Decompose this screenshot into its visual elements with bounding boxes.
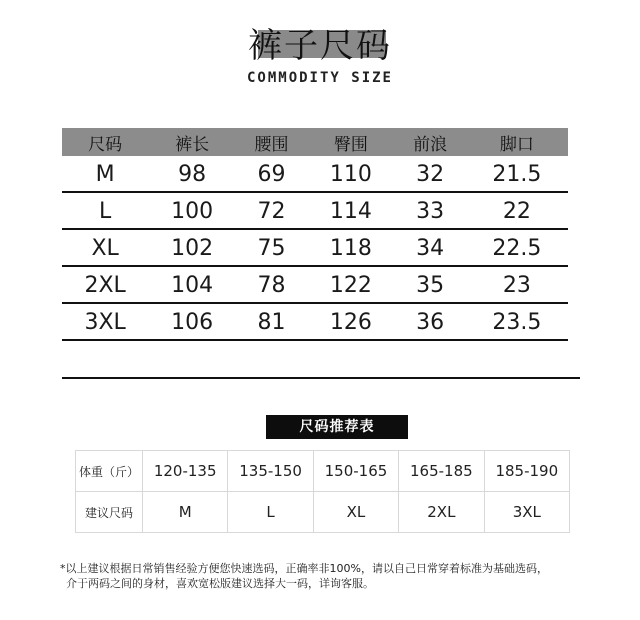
recommend-title: 尺码推荐表	[266, 415, 408, 439]
cell-hip: 118	[307, 229, 395, 266]
note-line-2: 介于两码之间的身材，喜欢宽松版建议选择大一码，详询客服。	[66, 577, 374, 590]
recommend-weight-row	[76, 451, 570, 492]
sizing-note	[60, 561, 600, 591]
page-title	[242, 18, 398, 67]
title-container	[0, 18, 640, 67]
recommended-size: 3XL	[484, 492, 569, 533]
cell-rise: 35	[395, 266, 466, 303]
cell-hip: 110	[307, 156, 395, 192]
cell-length: 100	[148, 192, 236, 229]
table-row	[62, 266, 568, 303]
recommend-size-row	[76, 492, 570, 533]
header-waist: 腰围	[236, 128, 307, 156]
cell-waist: 78	[236, 266, 307, 303]
cell-size: 3XL	[62, 303, 148, 340]
recommended-size: M	[143, 492, 228, 533]
header-length: 裤长	[148, 128, 236, 156]
weight-label: 体重（斤）	[76, 451, 143, 492]
cell-size: L	[62, 192, 148, 229]
header-size: 尺码	[62, 128, 148, 156]
cell-leg-opening: 21.5	[466, 156, 568, 192]
cell-waist: 81	[236, 303, 307, 340]
recommended-size: L	[228, 492, 313, 533]
cell-hip: 114	[307, 192, 395, 229]
cell-size: M	[62, 156, 148, 192]
cell-size: 2XL	[62, 266, 148, 303]
header-hip: 臀围	[307, 128, 395, 156]
header-leg-opening: 脚口	[466, 128, 568, 156]
table-row	[62, 156, 568, 192]
weight-range: 165-185	[399, 451, 484, 492]
cell-leg-opening: 22	[466, 192, 568, 229]
cell-leg-opening: 23	[466, 266, 568, 303]
table-row	[62, 229, 568, 266]
page-title-text: 裤子尺码	[248, 26, 392, 66]
cell-waist: 69	[236, 156, 307, 192]
table-row	[62, 303, 568, 340]
size-table-header-row	[62, 128, 568, 156]
size-table	[62, 128, 568, 341]
cell-rise: 32	[395, 156, 466, 192]
weight-range: 135-150	[228, 451, 313, 492]
cell-length: 104	[148, 266, 236, 303]
weight-range: 150-165	[313, 451, 398, 492]
note-line-1: *以上建议根据日常销售经验方便您快速选码，正确率非100%，请以自己日常穿着标准为基础选码，	[60, 562, 548, 575]
cell-waist: 75	[236, 229, 307, 266]
cell-hip: 122	[307, 266, 395, 303]
cell-rise: 34	[395, 229, 466, 266]
cell-size: XL	[62, 229, 148, 266]
weight-range: 185-190	[484, 451, 569, 492]
cell-leg-opening: 23.5	[466, 303, 568, 340]
cell-length: 106	[148, 303, 236, 340]
cell-rise: 36	[395, 303, 466, 340]
recommended-size: XL	[313, 492, 398, 533]
recommend-table	[75, 450, 570, 533]
size-label: 建议尺码	[76, 492, 143, 533]
page-subtitle: COMMODITY SIZE	[246, 70, 393, 86]
cell-length: 102	[148, 229, 236, 266]
cell-leg-opening: 22.5	[466, 229, 568, 266]
weight-range: 120-135	[143, 451, 228, 492]
cell-rise: 33	[395, 192, 466, 229]
cell-waist: 72	[236, 192, 307, 229]
cell-length: 98	[148, 156, 236, 192]
cell-hip: 126	[307, 303, 395, 340]
recommended-size: 2XL	[399, 492, 484, 533]
header-rise: 前浪	[395, 128, 466, 156]
table-divider	[62, 377, 580, 379]
table-row	[62, 192, 568, 229]
